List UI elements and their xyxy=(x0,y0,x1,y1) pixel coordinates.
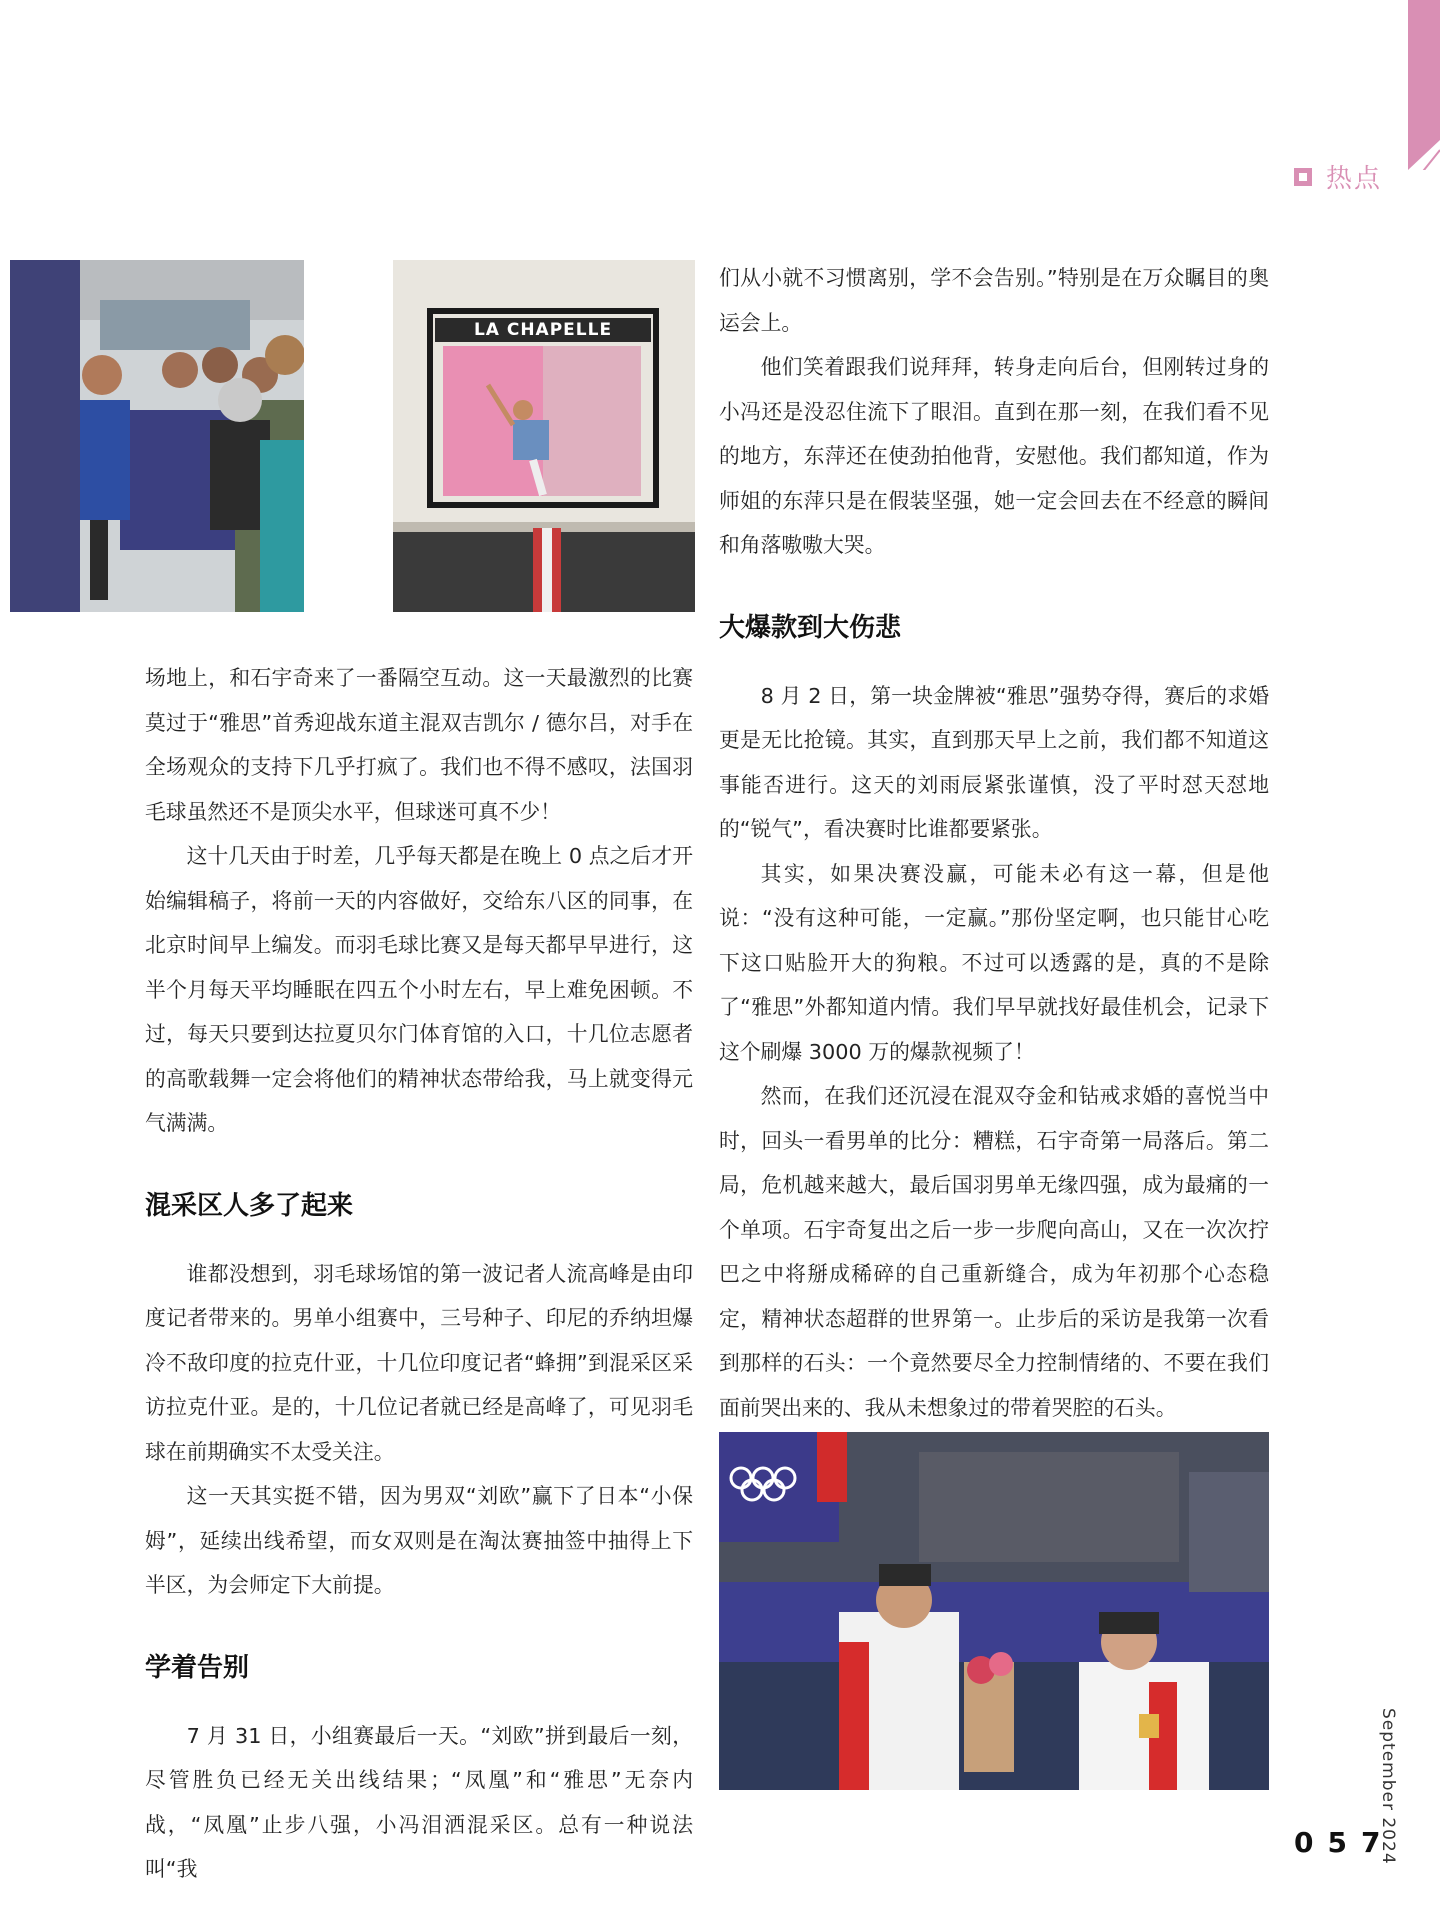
photo-icon xyxy=(719,1432,1269,1790)
paragraph: 7 月 31 日，小组赛最后一天。“刘欧”拼到最后一刻，尽管胜负已经无关出线结果；“凤凰”和“雅思”无奈内战，“凤凰”止步八强，小冯泪洒混采区。总有一种说法叫“我 xyxy=(145,1723,693,1881)
section-heading: 大爆款到大伤悲 xyxy=(719,612,902,643)
section-tag xyxy=(1294,158,1382,195)
photo-mixed-zone xyxy=(10,260,304,612)
photo-icon xyxy=(393,260,695,612)
page-number: 057 xyxy=(1294,1826,1395,1859)
station-sign: LA CHAPELLE xyxy=(435,318,651,342)
paragraph: 他们笑着跟我们说拜拜，转身走向后台，但刚转过身的小冯还是没忍住流下了眼泪。直到在那一刻，在我们看不见的地方，东萍还在使劲拍他背，安慰他。我们都知道，作为师姐的东萍只是在假装坚强，她一定会回去在不经意的瞬间和角落嗷嗷大哭。 xyxy=(719,355,1269,557)
photo-la-chapelle xyxy=(393,260,695,612)
issue-month: September 2024 xyxy=(1378,1708,1398,1865)
section-heading: 混采区人多了起来 xyxy=(145,1190,354,1221)
left-column xyxy=(145,656,693,1892)
paragraph: 8 月 2 日，第一块金牌被“雅思”强势夺得，赛后的求婚更是无比抢镜。其实，直到那天早上之前，我们都不知道这事能否进行。这天的刘雨辰紧张谨慎，没了平时怼天怼地的“锐气”，看决赛时比谁都要紧张。 xyxy=(719,683,1269,841)
section-square-icon xyxy=(1294,168,1312,186)
section-label: 热点 xyxy=(1326,164,1383,194)
pink-corner-tab xyxy=(1408,0,1440,170)
paragraph: 谁都没想到，羽毛球场馆的第一波记者人流高峰是由印度记者带来的。男单小组赛中，三号种子、印尼的乔纳坦爆冷不敌印度的拉克什亚，十几位印度记者“蜂拥”到混采区采访拉克什亚。是的，十几位记者就已经是高峰了，可见羽毛球在前期确实不太受关注。 xyxy=(145,1261,693,1464)
photo-icon xyxy=(10,260,304,612)
paragraph: 其实，如果决赛没赢，可能未必有这一幕，但是他说：“没有这种可能，一定赢。”那份坚定啊，也只能甘心吃下这口贴脸开大的狗粮。不过可以透露的是，真的不是除了“雅思”外都知道内情。我们早早就找好最佳机会，记录下这个刷爆 3000 万的爆款视频了！ xyxy=(719,861,1269,1064)
paragraph: 这一天其实挺不错，因为男双“刘欧”赢下了日本“小保姆”，延续出线希望，而女双则是在淘汰赛抽签中抽得上下半区，为会师定下大前提。 xyxy=(145,1484,693,1597)
paragraph: 们从小就不习惯离别，学不会告别。”特别是在万众瞩目的奥运会上。 xyxy=(719,266,1269,335)
paragraph: 场地上，和石宇奇来了一番隔空互动。这一天最激烈的比赛莫过于“雅思”首秀迎战东道主混双吉凯尔 / 德尔吕，对手在全场观众的支持下几乎打疯了。我们也不得不感叹，法国羽毛球虽然还不是顶尖水平，但球迷可真不少！ xyxy=(145,666,693,824)
section-heading: 学着告别 xyxy=(145,1652,250,1683)
right-column xyxy=(719,256,1269,1430)
photo-proposal xyxy=(719,1432,1269,1790)
paragraph: 这十几天由于时差，几乎每天都是在晚上 0 点之后才开始编辑稿子，将前一天的内容做好，交给东八区的同事，在北京时间早上编发。而羽毛球比赛又是每天都早早进行，这半个月每天平均睡眠在四五个小时左右，早上难免困顿。不过，每天只要到达拉夏贝尔门体育馆的入口，十几位志愿者的高歌载舞一定会将他们的精神状态带给我，马上就变得元气满满。 xyxy=(145,844,693,1135)
paragraph: 然而，在我们还沉浸在混双夺金和钻戒求婚的喜悦当中时，回头一看男单的比分：糟糕，石宇奇第一局落后。第二局，危机越来越大，最后国羽男单无缘四强，成为最痛的一个单项。石宇奇复出之后一步一步爬向高山，又在一次次拧巴之中将掰成稀碎的自己重新缝合，成为年初那个心态稳定，精神状态超群的世界第一。止步后的采访是我第一次看到那样的石头：一个竟然要尽全力控制情绪的、不要在我们面前哭出来的、我从未想象过的带着哭腔的石头。 xyxy=(719,1084,1269,1420)
